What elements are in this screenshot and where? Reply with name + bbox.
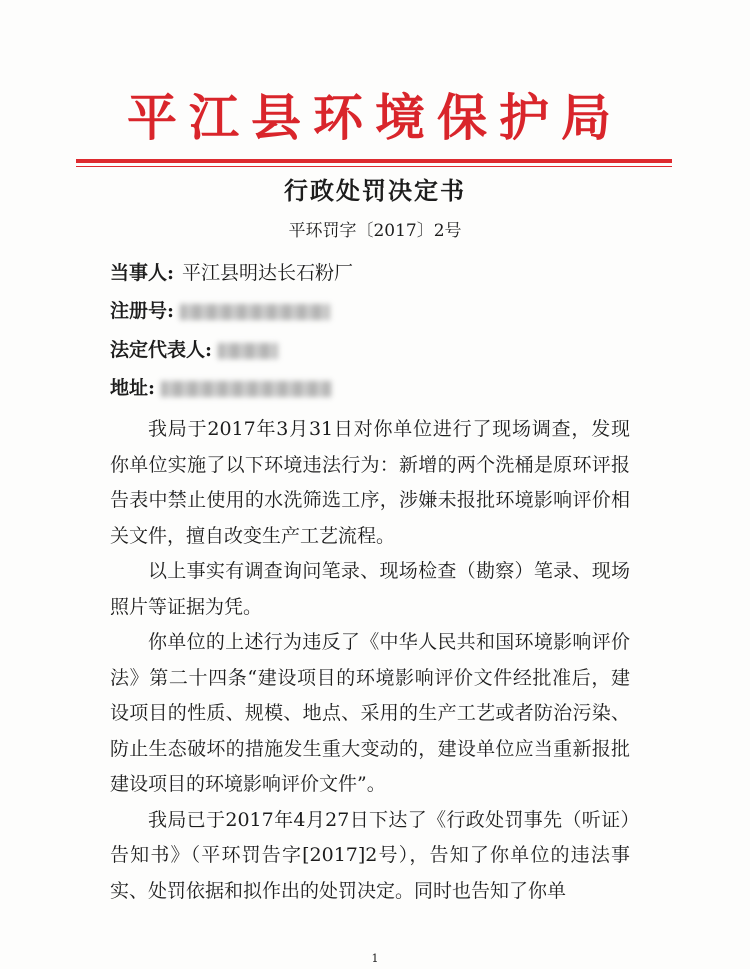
page-number: 1 bbox=[371, 952, 379, 965]
legal-rep-label: 法定代表人: bbox=[110, 339, 213, 361]
paragraph-evidence: 以上事实有调查询问笔录、现场检查（勘察）笔录、现场照片等证据为凭。 bbox=[110, 560, 630, 618]
paragraph-legal-basis: 你单位的上述行为违反了《中华人民共和国环境影响评价法》第二十四条“建设项目的环境影响评价文件经批准后，建设项目的性质、规模、地点、采用的生产工艺或者防治污染、防止生态破坏的措施发生重大变动的，建设单位应当重新报批建设项目的环境影响评价文件”。 bbox=[110, 631, 630, 795]
document-number: 平环罚字〔2017〕2号 bbox=[288, 221, 462, 241]
redacted-address bbox=[161, 381, 331, 397]
address-field bbox=[110, 375, 331, 401]
decision-body bbox=[110, 412, 630, 909]
party-label: 当事人: bbox=[110, 262, 175, 284]
document-title: 行政处罚决定书 bbox=[284, 176, 466, 205]
redacted-legal-rep-name bbox=[218, 343, 278, 359]
party-field bbox=[110, 260, 353, 286]
address-label: 地址: bbox=[110, 377, 156, 399]
header-red-rule-thick bbox=[76, 159, 672, 163]
paragraph-notice: 我局已于2017年4月27日下达了《行政处罚事先（听证）告知书》（平环罚告字[2017]2号），告知了你单位的违法事实、处罚依据和拟作出的处罚决定。同时也告知了你单 bbox=[110, 808, 630, 902]
registration-label: 注册号: bbox=[110, 300, 175, 322]
registration-field bbox=[110, 298, 330, 324]
paragraph-investigation: 我局于2017年3月31日对你单位进行了现场调查，发现你单位实施了以下环境违法行为：新增的两个洗桶是原环评报告表中禁止使用的水洗筛选工序，涉嫌未报批环境影响评价相关文件，擅自改变生产工艺流程。 bbox=[110, 418, 630, 547]
party-value: 平江县明达长石粉厂 bbox=[182, 262, 354, 284]
legal-rep-field bbox=[110, 337, 278, 363]
issuing-agency-header: 平江县环境保护局 bbox=[127, 88, 623, 147]
header-red-rule-thin bbox=[76, 166, 672, 167]
redacted-registration-number bbox=[180, 304, 330, 320]
